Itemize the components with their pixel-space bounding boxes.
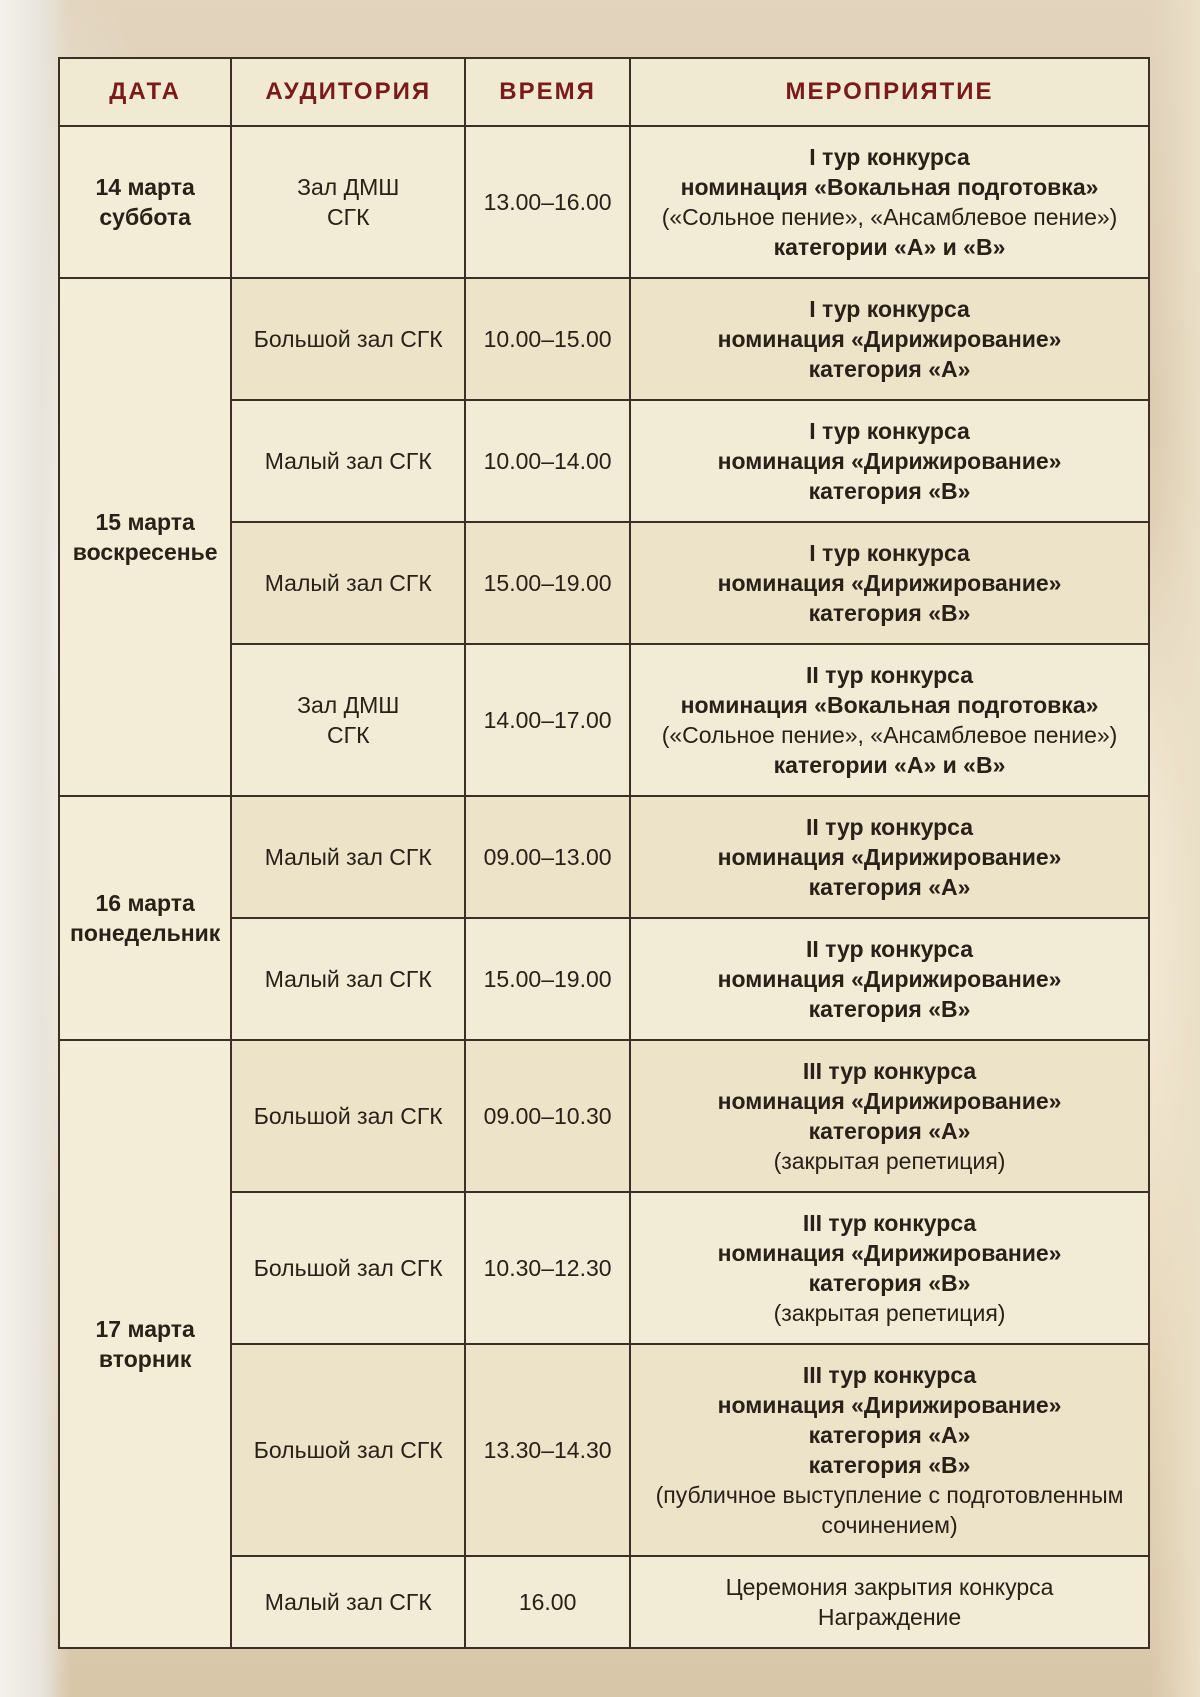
event-line: номинация «Вокальная подготовка» — [680, 174, 1099, 200]
time-cell: 16.00 — [465, 1556, 630, 1648]
header-event: МЕРОПРИЯТИЕ — [630, 58, 1149, 126]
room-cell — [231, 918, 465, 1040]
room-cell — [231, 522, 465, 644]
background-column — [1150, 0, 1200, 1697]
room-cell — [231, 644, 465, 796]
event-line: номинация «Дирижирование» — [717, 570, 1062, 596]
event-line: номинация «Дирижирование» — [717, 448, 1062, 474]
room-label: Малый зал СГК — [264, 966, 432, 992]
event-line: категория «А» — [808, 1422, 971, 1448]
event-line: Награждение — [817, 1604, 962, 1630]
event-line: («Сольное пение», «Ансамблевое пение») — [661, 204, 1118, 230]
event-line: номинация «Дирижирование» — [717, 1240, 1062, 1266]
room-label: Малый зал СГК — [264, 1589, 432, 1615]
event-line: III тур конкурса — [802, 1058, 977, 1084]
event-cell — [630, 400, 1149, 522]
event-line: (закрытая репетиция) — [773, 1300, 1006, 1326]
event-cell — [630, 918, 1149, 1040]
time-cell: 09.00–10.30 — [465, 1040, 630, 1192]
event-cell — [630, 522, 1149, 644]
event-line: категория «В» — [808, 600, 971, 626]
event-line: I тур конкурса — [809, 540, 970, 566]
table-row — [59, 126, 1149, 278]
room-cell — [231, 1040, 465, 1192]
event-line: II тур конкурса — [806, 814, 974, 840]
date-day: 17 марта — [95, 1316, 195, 1342]
event-line: номинация «Дирижирование» — [717, 1392, 1062, 1418]
date-weekday: вторник — [98, 1346, 192, 1372]
header-room: АУДИТОРИЯ — [231, 58, 465, 126]
event-line: категория «В» — [808, 996, 971, 1022]
event-cell — [630, 1040, 1149, 1192]
event-line: категории «А» и «В» — [773, 752, 1006, 778]
table-row — [59, 796, 1149, 918]
event-cell — [630, 126, 1149, 278]
event-cell — [630, 1344, 1149, 1556]
event-line: I тур конкурса — [809, 144, 970, 170]
event-line: категория «В» — [808, 478, 971, 504]
time-cell: 14.00–17.00 — [465, 644, 630, 796]
date-weekday: понедельник — [70, 920, 221, 946]
event-line: категория «А» — [808, 356, 971, 382]
room-label: Большой зал СГК — [253, 1103, 443, 1129]
event-line: I тур конкурса — [809, 296, 970, 322]
date-day: 16 марта — [95, 890, 195, 916]
event-line: номинация «Дирижирование» — [717, 326, 1062, 352]
date-cell — [59, 126, 231, 278]
event-line: категория «В» — [808, 1452, 971, 1478]
header-row — [59, 58, 1149, 126]
time-cell: 10.00–14.00 — [465, 400, 630, 522]
event-line: номинация «Дирижирование» — [717, 844, 1062, 870]
room-label: СГК — [327, 204, 370, 230]
event-line: III тур конкурса — [802, 1210, 977, 1236]
date-cell — [59, 278, 231, 796]
date-day: 14 марта — [95, 174, 195, 200]
event-cell — [630, 796, 1149, 918]
event-line: II тур конкурса — [806, 662, 974, 688]
room-label: Большой зал СГК — [253, 1255, 443, 1281]
room-cell — [231, 400, 465, 522]
room-label: Малый зал СГК — [264, 448, 432, 474]
room-cell — [231, 1192, 465, 1344]
room-cell — [231, 796, 465, 918]
time-cell: 10.00–15.00 — [465, 278, 630, 400]
event-line: II тур конкурса — [806, 936, 974, 962]
schedule-table — [58, 57, 1150, 1649]
header-time: ВРЕМЯ — [465, 58, 630, 126]
room-label: Малый зал СГК — [264, 570, 432, 596]
time-cell: 13.30–14.30 — [465, 1344, 630, 1556]
table-row — [59, 1040, 1149, 1192]
event-line: категория «А» — [808, 1118, 971, 1144]
room-label: Большой зал СГК — [253, 326, 443, 352]
event-line: I тур конкурса — [809, 418, 970, 444]
event-cell — [630, 1556, 1149, 1648]
event-line: категории «А» и «В» — [773, 234, 1006, 260]
room-cell — [231, 1556, 465, 1648]
event-cell — [630, 278, 1149, 400]
event-line: III тур конкурса — [802, 1362, 977, 1388]
time-cell: 15.00–19.00 — [465, 522, 630, 644]
room-label: Большой зал СГК — [253, 1437, 443, 1463]
room-label: Зал ДМШ — [297, 692, 400, 718]
time-cell: 09.00–13.00 — [465, 796, 630, 918]
time-cell: 13.00–16.00 — [465, 126, 630, 278]
event-line: категория «А» — [808, 874, 971, 900]
room-label: Малый зал СГК — [264, 844, 432, 870]
event-line: (закрытая репетиция) — [773, 1148, 1006, 1174]
date-cell — [59, 796, 231, 1040]
date-weekday: воскресенье — [72, 539, 218, 565]
event-line: сочинением) — [821, 1512, 958, 1538]
event-line: номинация «Дирижирование» — [717, 966, 1062, 992]
table-row — [59, 278, 1149, 400]
event-line: Церемония закрытия конкурса — [725, 1574, 1054, 1600]
room-cell — [231, 126, 465, 278]
event-cell — [630, 1192, 1149, 1344]
room-label: СГК — [327, 722, 370, 748]
event-line: («Сольное пение», «Ансамблевое пение») — [661, 722, 1118, 748]
room-label: Зал ДМШ — [297, 174, 400, 200]
date-weekday: суббота — [99, 204, 191, 230]
date-cell — [59, 1040, 231, 1648]
date-day: 15 марта — [95, 509, 195, 535]
event-line: номинация «Дирижирование» — [717, 1088, 1062, 1114]
room-cell — [231, 1344, 465, 1556]
time-cell: 15.00–19.00 — [465, 918, 630, 1040]
event-cell — [630, 644, 1149, 796]
header-date: ДАТА — [59, 58, 231, 126]
event-line: номинация «Вокальная подготовка» — [680, 692, 1099, 718]
room-cell — [231, 278, 465, 400]
event-line: (публичное выступление с подготовленным — [655, 1482, 1124, 1508]
time-cell: 10.30–12.30 — [465, 1192, 630, 1344]
event-line: категория «В» — [808, 1270, 971, 1296]
